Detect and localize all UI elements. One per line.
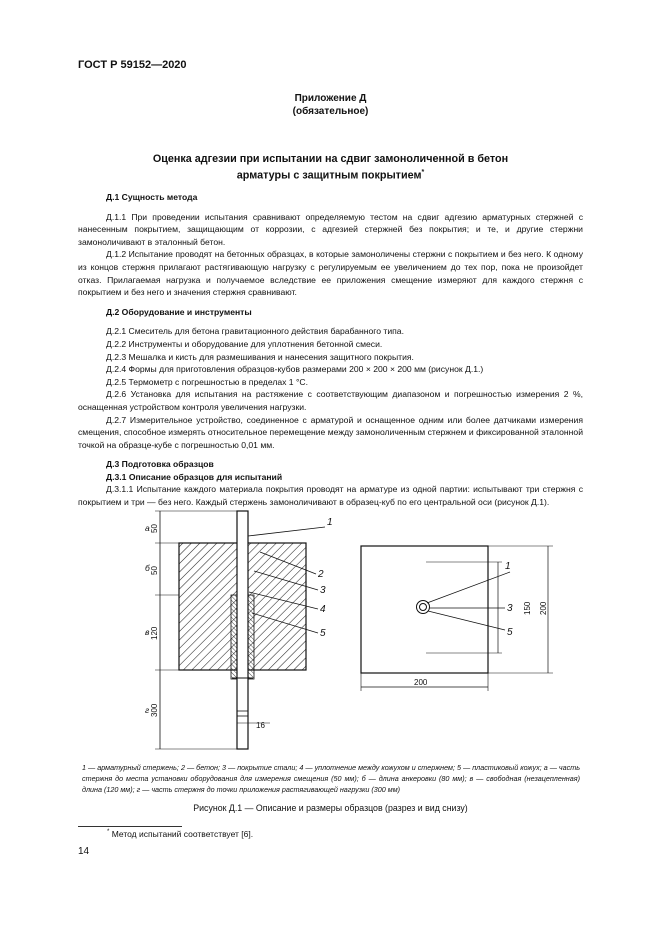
- callout: 1: [505, 561, 511, 572]
- section-heading: Д.3 Подготовка образцов: [106, 459, 214, 470]
- appendix-heading: [0, 152, 661, 183]
- page-number: 14: [78, 846, 90, 857]
- dim-value: 50: [150, 524, 159, 533]
- plastic-sleeve: [231, 595, 237, 679]
- callout: 5: [320, 628, 326, 639]
- dim-letter: а: [145, 523, 150, 533]
- plastic-sleeve: [248, 595, 254, 679]
- appendix-label: [0, 92, 661, 118]
- dim-value: 150: [523, 601, 532, 615]
- list-item: Д.2.5 Термометр с погрешностью в пределах 1 °С.: [106, 376, 308, 387]
- paragraph: Д.1.1 При проведении испытания сравнивают определяемую тестом на сдвиг адгезию арматурных стержней с нанесенным покрытием, защищающим от коррозии, с адгезией стержней без покрытия; и те, и другие стержни замоноличивают в эталонный бетон.: [78, 211, 583, 247]
- rebar: [237, 511, 248, 749]
- footnote-text: Метод испытаний соответствует [6].: [111, 829, 254, 839]
- bottom-view: [361, 546, 553, 691]
- figure-d1: [0, 505, 661, 755]
- callout: 2: [318, 569, 324, 580]
- bar-diameter: 16: [256, 721, 265, 730]
- footnote-mark: *: [107, 829, 110, 836]
- dim-letter: б: [145, 563, 150, 573]
- section-heading: Д.2 Оборудование и инструменты: [106, 306, 252, 317]
- list-item: Д.2.2 Инструменты и оборудование для уплотнения бетонной смеси.: [106, 338, 383, 349]
- dim-value: 120: [150, 626, 159, 640]
- list-item: Д.2.6 Установка для испытания на растяжение с соответствующим диапазоном и погрешностью измерения 2 %, оснащенная устройством контроля увеличения нагрузки.: [78, 389, 583, 412]
- callout: 3: [320, 585, 326, 596]
- footnote: [107, 829, 253, 839]
- section-heading: Д.1 Сущность метода: [106, 192, 198, 202]
- appendix-status: (обязательное): [292, 106, 369, 117]
- callout: 1: [327, 517, 333, 528]
- footnote-divider: [78, 826, 182, 827]
- list-item: Д.2.7 Измерительное устройство, соединенное с арматурой и оснащенное одним или более датчиками измерения смещения, способное измерять относительное перемещение между замоноличенным стержнем и фиксированной эталонной точкой на образце-кубе с погрешностью 0,01 мм.: [78, 414, 583, 450]
- dim-value: 200: [414, 678, 428, 687]
- list-item: Д.2.1 Смеситель для бетона гравитационного действия барабанного типа.: [106, 326, 404, 337]
- dim-value: 300: [150, 703, 159, 717]
- figure-legend: 1 — арматурный стержень; 2 — бетон; 3 — покрытие стали; 4 — уплотнение между кожухом и стержнем; 5 — пластиковый кожух; а — часть стержня до места установки оборудования для измерения смещения (50 мм); б — длина анкеровки (80 мм); в — свободная (незацепленная) длина (120 мм); г — часть стержня до точки приложения растягивающей нагрузки (300 мм): [82, 763, 580, 794]
- footnote-mark: *: [421, 169, 425, 176]
- heading-line-1: Оценка адгезии при испытании на сдвиг замоноличенной в бетон: [152, 153, 509, 165]
- subsection-heading: Д.3.1 Описание образцов для испытаний: [106, 471, 283, 482]
- appendix-title: Приложение Д: [294, 93, 367, 104]
- paragraph: Д.3.1.1 Испытание каждого материала покрытия проводят на арматуре из одной партии: испытывают три стержня с покрытием и три — без него. Каждый стержень замоноличивают в образец-куб по его центральной оси (рисунок Д.1).: [78, 484, 583, 508]
- list-item: Д.2.3 Мешалка и кисть для размешивания и нанесения защитного покрытия.: [106, 351, 414, 362]
- dim-value: 50: [150, 566, 159, 575]
- dim-letter: в: [145, 627, 150, 637]
- figure-caption: Рисунок Д.1 — Описание и размеры образцов (разрез и вид снизу): [193, 803, 468, 813]
- dim-letter: г: [145, 705, 150, 715]
- callout: 4: [320, 604, 326, 615]
- callout: 3: [507, 603, 513, 614]
- heading-line-2: арматуры с защитным покрытием: [236, 169, 422, 182]
- list-item: Д.2.4 Формы для приготовления образцов-кубов размерами 200 × 200 × 200 мм (рисунок Д.1.): [106, 364, 484, 375]
- paragraph: Д.1.2 Испытание проводят на бетонных образцах, в которые замоноличены стержни с покрытием и без него. К одному из концов стержня прилагают растягивающую нагрузку с регулируемым ее увеличением до тех пор, пока не произойдет отказ. Прилагаемая нагрузка и получаемое вследствие ее приложения смещение измеряют для каждого стержня с покрытием и без него и значения стержня сравнивают.: [78, 249, 583, 298]
- body-text: [78, 191, 583, 509]
- section-view: [155, 511, 325, 749]
- callout: 5: [507, 627, 513, 638]
- standard-header: ГОСТ Р 59152—2020: [78, 59, 187, 71]
- dim-value: 200: [539, 601, 548, 615]
